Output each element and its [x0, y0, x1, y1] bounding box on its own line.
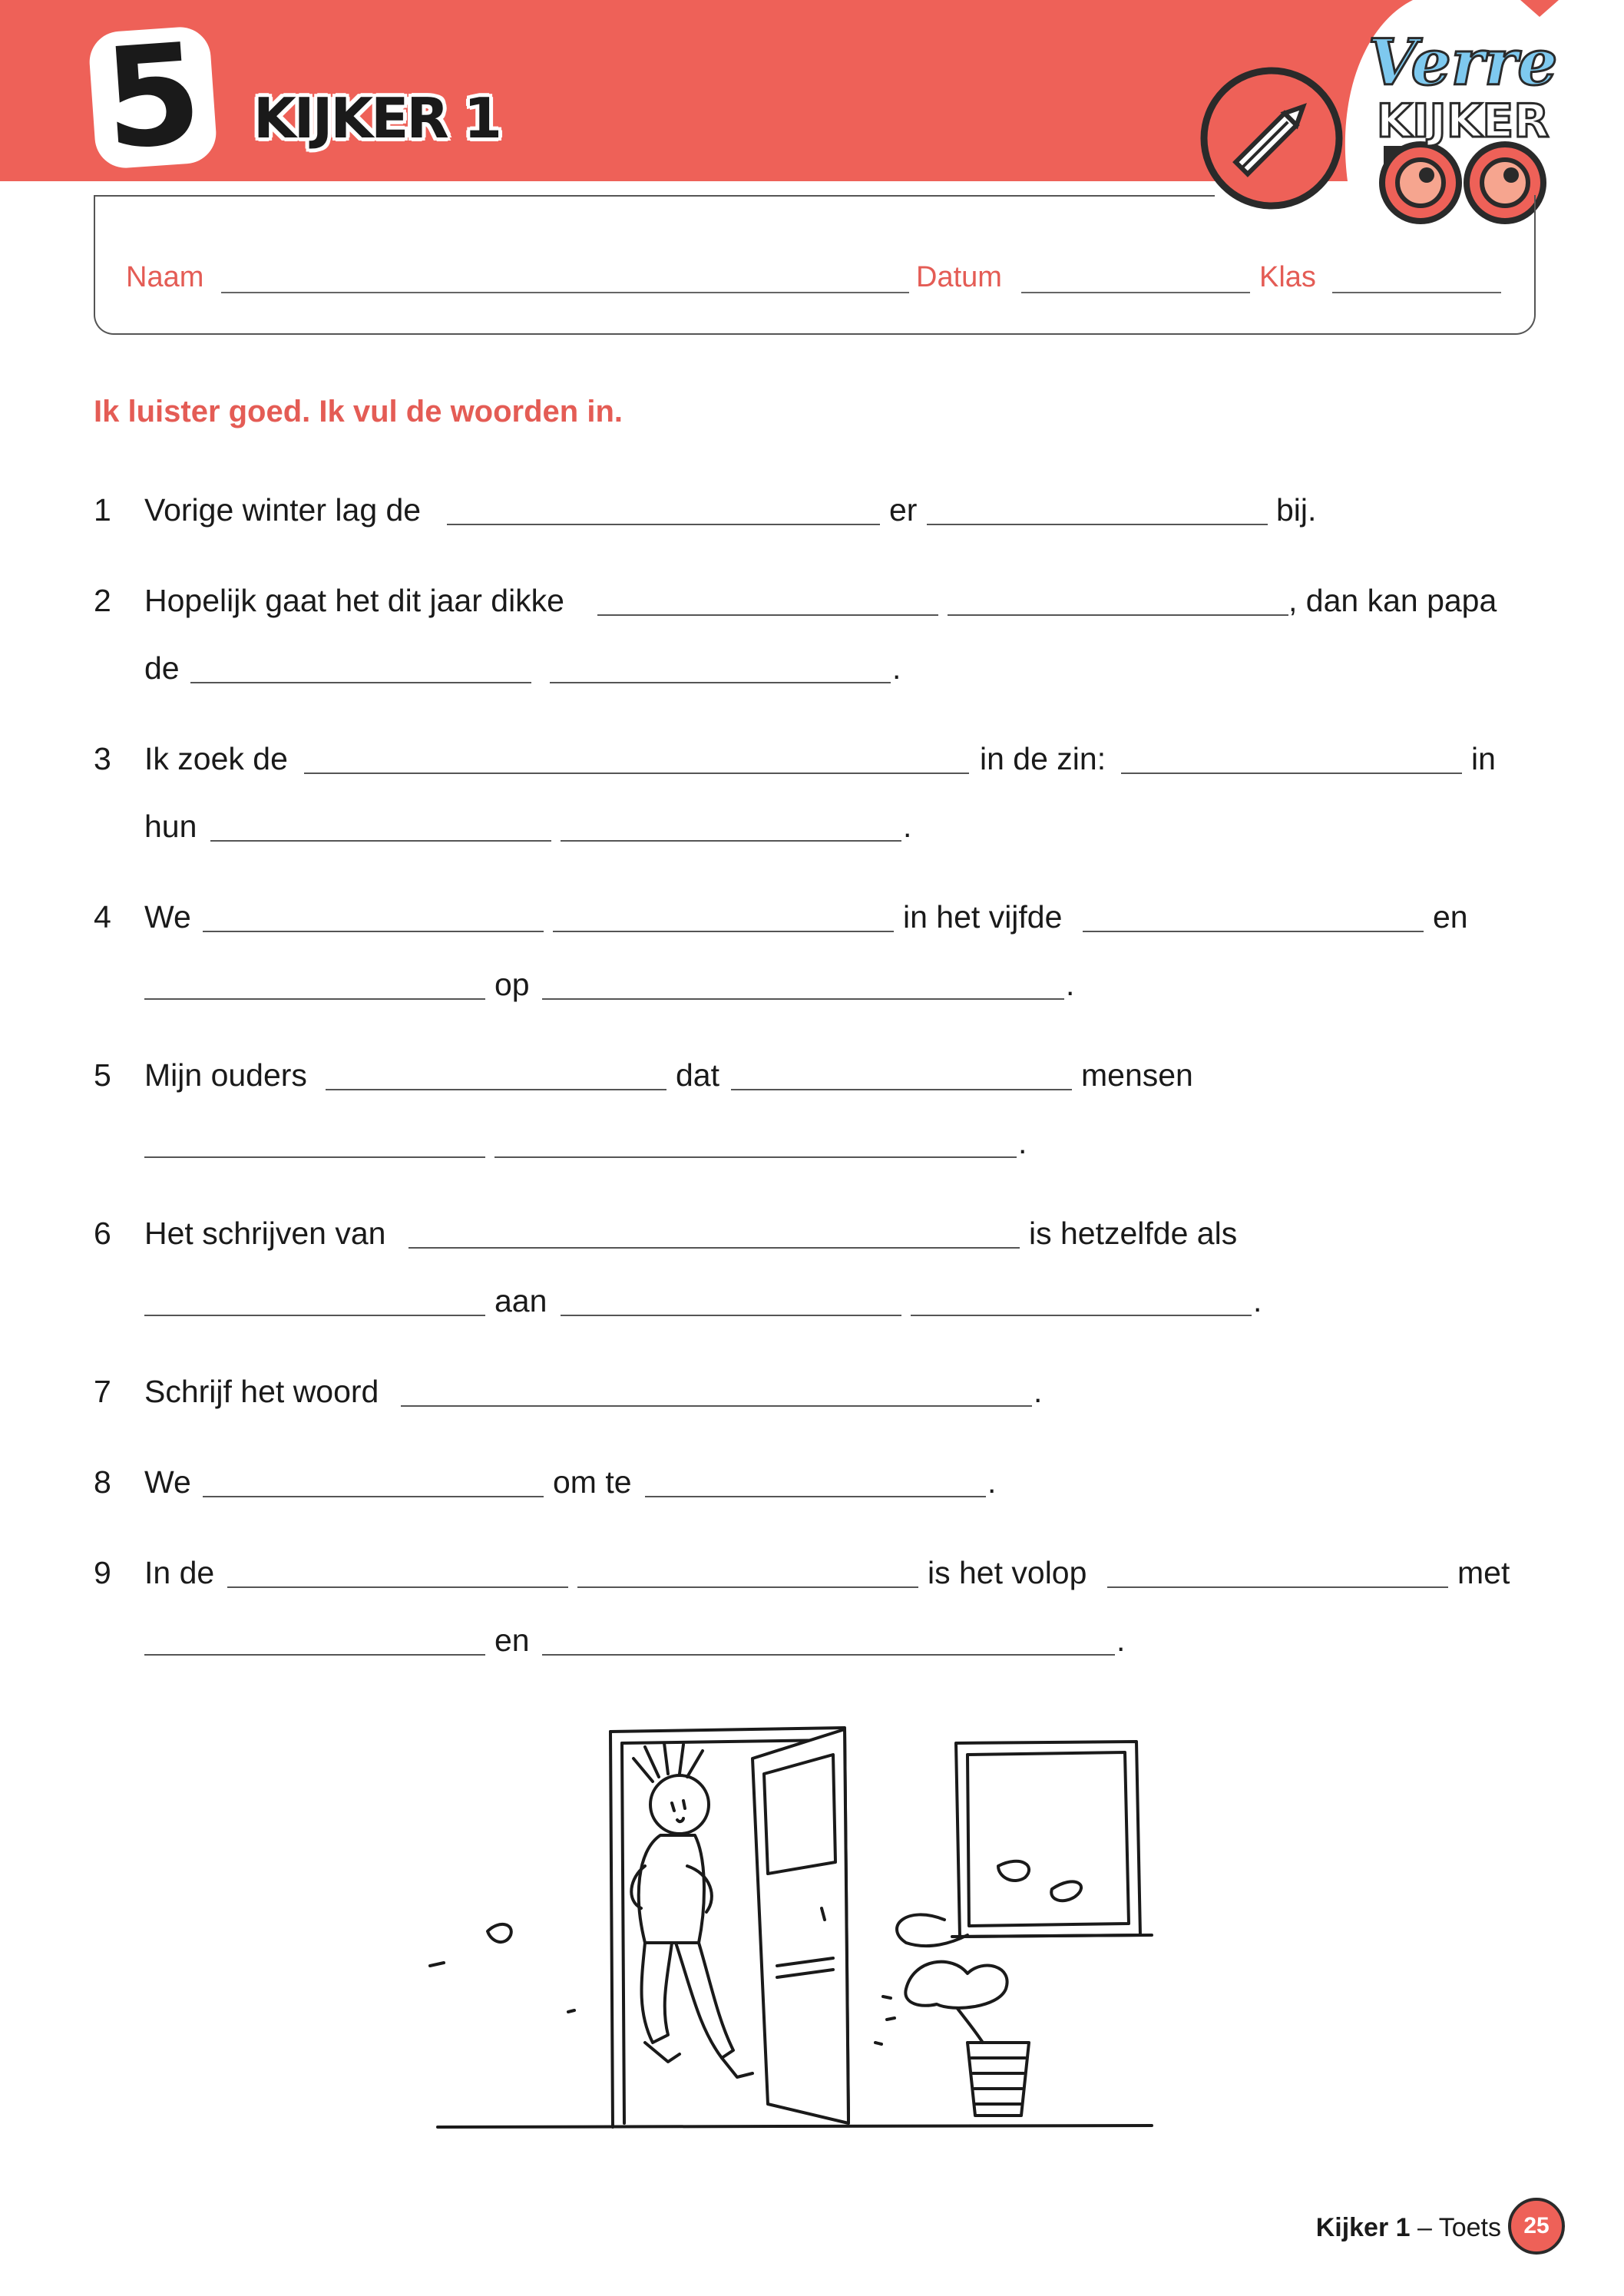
- blank-field[interactable]: [304, 773, 969, 774]
- blank-field[interactable]: [927, 524, 1268, 525]
- blank-field[interactable]: [542, 998, 1064, 1000]
- klas-field[interactable]: [1332, 292, 1501, 293]
- datum-field[interactable]: [1021, 292, 1250, 293]
- exercise-text: Vorige winter lag de: [144, 492, 422, 528]
- exercise-number: 5: [94, 1057, 111, 1093]
- exercise-number: 7: [94, 1374, 111, 1409]
- blank-field[interactable]: [1107, 1586, 1448, 1588]
- exercise-number: 3: [94, 741, 111, 776]
- exercise-text: In de: [144, 1555, 215, 1590]
- exercise-text: in: [1471, 741, 1496, 776]
- blank-field[interactable]: [1083, 931, 1424, 932]
- blank-field[interactable]: [645, 1496, 986, 1497]
- blank-field[interactable]: [911, 1315, 1252, 1316]
- exercise-text: .: [987, 1464, 997, 1500]
- exercise-number: 9: [94, 1555, 111, 1590]
- blank-field[interactable]: [227, 1586, 568, 1588]
- exercise-text: .: [903, 809, 912, 844]
- chapter-number-badge: [88, 13, 218, 181]
- exercise-number: 2: [94, 583, 111, 618]
- exercise-number: 6: [94, 1216, 111, 1251]
- blank-field[interactable]: [144, 1315, 485, 1316]
- exercise-text: en: [1433, 899, 1468, 935]
- exercise-text: met: [1457, 1555, 1510, 1590]
- blank-field[interactable]: [401, 1405, 1032, 1407]
- blank-field[interactable]: [203, 1496, 544, 1497]
- door-wind-illustration: [415, 1712, 1167, 2142]
- blank-field[interactable]: [731, 1089, 1072, 1090]
- blank-field[interactable]: [144, 1156, 485, 1158]
- exercise-text: Mijn ouders: [144, 1057, 307, 1093]
- blank-field[interactable]: [326, 1089, 666, 1090]
- naam-label: Naam: [126, 261, 204, 293]
- exercise-text: en: [494, 1623, 530, 1658]
- blank-field[interactable]: [561, 840, 901, 842]
- blank-field[interactable]: [447, 524, 880, 525]
- exercise-text: is hetzelfde als: [1029, 1216, 1238, 1251]
- blank-field[interactable]: [190, 682, 531, 683]
- logo-top-text: Verre: [1368, 26, 1558, 100]
- exercise-text: aan: [494, 1283, 547, 1318]
- exercise-text: op: [494, 967, 530, 1002]
- logo-bottom-text: KIJKER: [1376, 94, 1550, 148]
- blank-field[interactable]: [203, 931, 544, 932]
- blank-field[interactable]: [553, 931, 894, 932]
- chapter-title: KIJKER 1: [253, 86, 500, 151]
- exercise-text: de: [144, 650, 180, 686]
- exercise-text: dat: [676, 1057, 719, 1093]
- exercise-text: Hopelijk gaat het dit jaar dikke: [144, 583, 564, 618]
- page-number: 25: [1508, 2198, 1565, 2255]
- blank-field[interactable]: [948, 614, 1288, 616]
- exercise-text: We: [144, 1464, 191, 1500]
- blank-field[interactable]: [577, 1586, 918, 1588]
- blank-field[interactable]: [210, 840, 551, 842]
- name-box: [94, 195, 1536, 335]
- blank-field[interactable]: [597, 614, 938, 616]
- footer-book: Kijker 1: [1315, 2213, 1411, 2242]
- chapter-number: 5: [99, 13, 207, 181]
- blank-field[interactable]: [561, 1315, 901, 1316]
- exercise-text: .: [1253, 1283, 1262, 1318]
- exercise-text: , dan kan papa: [1288, 583, 1497, 618]
- blank-field[interactable]: [408, 1247, 1020, 1249]
- footer-section: – Toets: [1410, 2213, 1501, 2242]
- exercise-text: .: [1018, 1125, 1027, 1160]
- exercise-text: .: [1034, 1374, 1043, 1409]
- blank-field[interactable]: [494, 1156, 1017, 1158]
- datum-label: Datum: [916, 261, 1002, 293]
- footer: [1316, 2213, 1501, 2243]
- exercise-text: .: [1116, 1623, 1126, 1658]
- exercise-number: 8: [94, 1464, 111, 1500]
- exercise-text: in de zin:: [980, 741, 1106, 776]
- blank-field[interactable]: [144, 998, 485, 1000]
- blank-field[interactable]: [144, 1654, 485, 1656]
- exercise-text: Ik zoek de: [144, 741, 288, 776]
- exercise-text: mensen: [1081, 1057, 1193, 1093]
- exercise-text: om te: [553, 1464, 632, 1500]
- exercise-text: .: [1066, 967, 1075, 1002]
- exercise-text: is het volop: [928, 1555, 1087, 1590]
- blank-field[interactable]: [1121, 773, 1462, 774]
- exercise-text: er: [889, 492, 918, 528]
- naam-field[interactable]: [221, 292, 909, 293]
- exercise-number: 4: [94, 899, 111, 935]
- exercise-number: 1: [94, 492, 111, 528]
- blank-field[interactable]: [550, 682, 891, 683]
- blank-field[interactable]: [542, 1654, 1115, 1656]
- exercise-text: .: [892, 650, 901, 686]
- klas-label: Klas: [1259, 261, 1316, 293]
- exercise-text: We: [144, 899, 191, 935]
- exercise-text: hun: [144, 809, 197, 844]
- exercise-text: bij.: [1276, 492, 1317, 528]
- exercise-text: Het schrijven van: [144, 1216, 386, 1251]
- instruction: Ik luister goed. Ik vul de woorden in.: [94, 395, 623, 428]
- exercise-text: in het vijfde: [903, 899, 1063, 935]
- exercise-text: Schrijf het woord: [144, 1374, 379, 1409]
